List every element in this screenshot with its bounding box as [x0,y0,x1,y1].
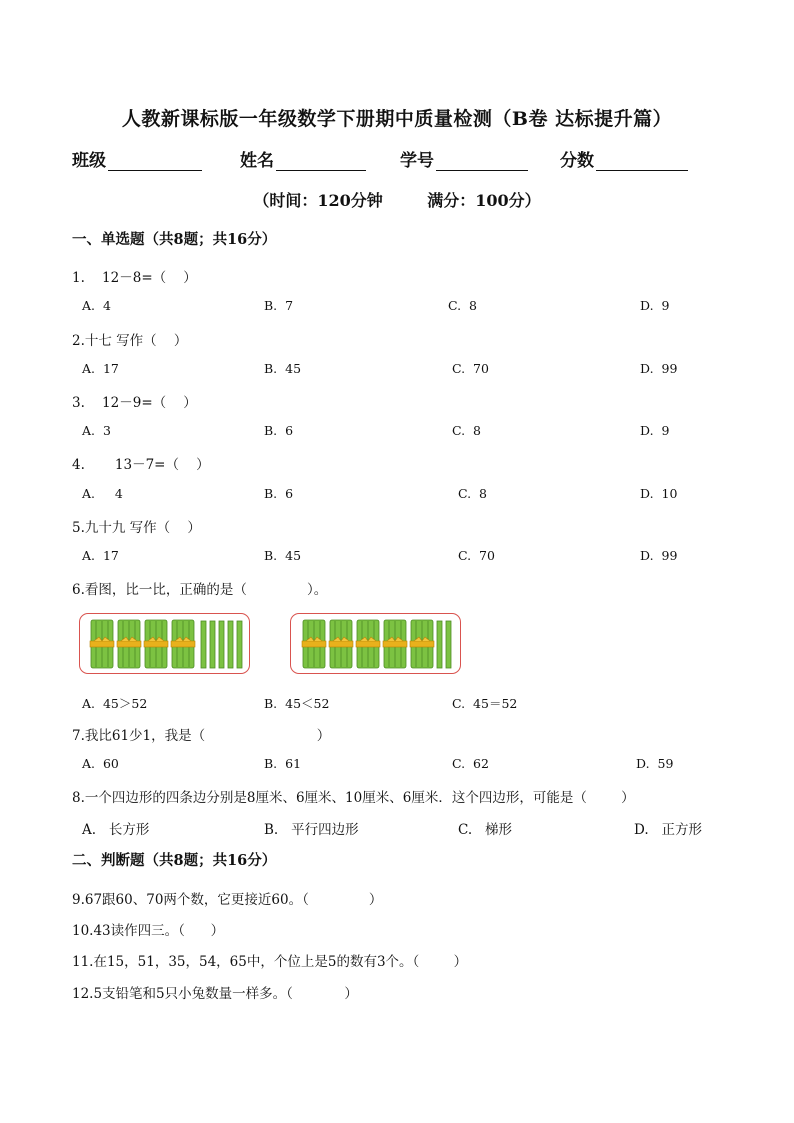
option-d[interactable]: D. 99 [640,548,678,563]
option-c[interactable]: C. 62 [452,756,489,771]
time-info: （时间：120分钟 满分：100分） [253,191,541,210]
option-c[interactable]: C. 8 [458,486,487,501]
option-a[interactable]: A. 长方形 [82,822,150,838]
student-id-label: 学号 [400,151,434,171]
question-stem: 8.一个四边形的四条边分别是8厘米、6厘米、10厘米、6厘米．这个四边形，可能是（ ） [72,790,635,806]
option-a[interactable]: A. 17 [82,361,119,376]
option-a[interactable]: A. 3 [82,423,111,438]
option-d[interactable]: D. 99 [640,361,678,376]
option-b[interactable]: B. 45＜52 [264,696,330,711]
option-d[interactable]: D. 9 [640,423,670,438]
option-b[interactable]: B. 61 [264,756,302,771]
option-d[interactable]: D. 9 [640,298,670,313]
question-stem: 7.我比61少1，我是（ ） [72,728,331,744]
option-c[interactable]: C. 梯形 [458,822,513,838]
question-stem: 6.看图，比一比，正确的是（ ）。 [72,582,328,598]
name-label: 姓名 [240,151,274,171]
option-b[interactable]: B. 6 [264,423,294,438]
option-b[interactable]: B. 7 [264,298,294,313]
option-a[interactable]: A. 45＞52 [82,696,148,711]
score-label: 分数 [560,151,594,171]
option-b[interactable]: B. 45 [264,361,302,376]
name-field[interactable] [240,146,366,171]
picture-box-45 [79,613,250,674]
option-c[interactable]: C. 8 [452,423,481,438]
option-a[interactable]: A. 17 [82,548,119,563]
question-stem: 2.十七 写作（ ） [72,333,188,349]
name-blank[interactable] [276,152,366,171]
student-id-blank[interactable] [436,152,528,171]
class-field[interactable] [72,146,202,171]
option-d[interactable]: D. 正方形 [634,822,703,838]
option-a[interactable]: A. 4 [82,298,111,313]
option-b[interactable]: B. 45 [264,548,302,563]
score-blank[interactable] [596,152,688,171]
question-stem: 5.九十九 写作（ ） [72,520,201,536]
option-c[interactable]: C. 70 [452,361,489,376]
student-id-field[interactable] [400,146,528,171]
option-d[interactable]: D. 59 [636,756,674,771]
section-title-single-choice: 一、单选题（共8题；共16分） [72,231,277,248]
class-blank[interactable] [108,152,202,171]
option-c[interactable]: C. 70 [458,548,495,563]
question-stem: 1. 12－8=（ ） [72,270,197,286]
sticks-45-illustration [80,614,251,675]
option-a[interactable]: A. 60 [82,756,119,771]
judgment-item: 10.43读作四三。（ ） [72,923,225,939]
option-c[interactable]: C. 45＝52 [452,696,518,711]
question-stem: 3. 12－9=（ ） [72,395,197,411]
judgment-item: 11.在15，51，35，54，65中，个位上是5的数有3个。（ ） [72,954,468,970]
picture-box-52 [290,613,461,674]
question-stem: 4. 13－7=（ ） [72,457,210,473]
option-b[interactable]: B. 6 [264,486,294,501]
sticks-52-illustration [291,614,462,675]
option-c[interactable]: C. 8 [448,298,477,313]
option-b[interactable]: B. 平行四边形 [264,822,359,838]
judgment-item: 12.5支铅笔和5只小兔数量一样多。（ ） [72,986,358,1002]
option-a[interactable]: A. 4 [82,486,123,501]
page-title: 人教新课标版一年级数学下册期中质量检测（B卷 达标提升篇） [121,108,673,130]
score-field[interactable] [560,146,688,171]
class-label: 班级 [72,151,106,171]
section-title-true-false: 二、判断题（共8题；共16分） [72,852,277,869]
judgment-item: 9.67跟60、70两个数，它更接近60。（ ） [72,892,383,908]
option-d[interactable]: D. 10 [640,486,678,501]
